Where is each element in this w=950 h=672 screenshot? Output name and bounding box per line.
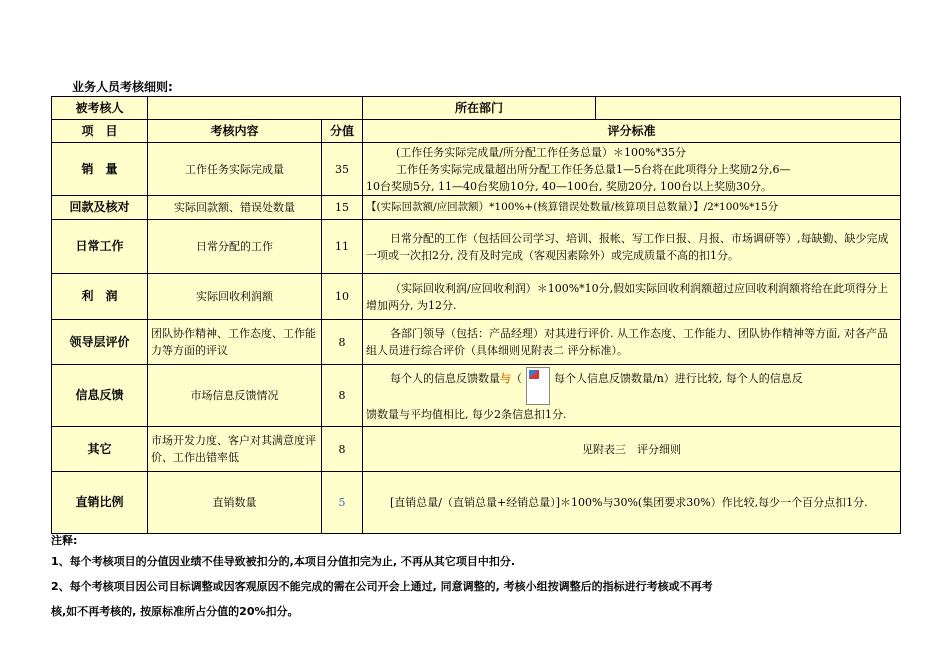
row-score: 11 (322, 220, 363, 274)
criteria-line (366, 367, 897, 405)
row-criteria: （实际回收利润/应回收利润）＊100%*10分,假如实际回收利润额超过应回收利润额将给在此项得分上增加两分, 为12分. (363, 274, 901, 320)
notes-label: 注释: (51, 534, 78, 547)
notes-section (51, 533, 911, 624)
page-title: 业务人员考核细则: (72, 80, 173, 94)
col-item: 项 目 (52, 120, 148, 143)
note-2a: 2、每个考核项目因公司目标调整或因客观原因不能完成的需在公司开会上通过, 同意调整的, 考核小组按调整后的指标进行考核或不再考 (51, 580, 713, 593)
row-criteria: 【(实际回款额/应回款额）*100%+(核算错误处数量/核算项目总数量）】/2*100%*15分 (363, 196, 901, 220)
row-criteria (363, 365, 901, 427)
criteria-line: 馈数量与平均值相比, 每少2条信息扣1分. (366, 407, 567, 421)
criteria-line: 工作任务实际完成量超出所分配工作任务总量1—5台将在此项得分上奖励2分,6— (396, 162, 791, 176)
table-row (52, 220, 901, 274)
row-item: 其它 (52, 427, 148, 472)
row-item: 回款及核对 (52, 196, 148, 220)
row-item: 领导层评价 (52, 320, 148, 365)
col-score: 分值 (322, 120, 363, 143)
broken-image-icon (526, 367, 550, 405)
row-score: 10 (322, 274, 363, 320)
assessment-table (51, 96, 901, 534)
row-item: 信息反馈 (52, 365, 148, 427)
row-criteria: [直销总量/（直销总量+经销总量）]＊100%与30%(集团要求30%）作比较,每少一个百分点扣1分. (363, 472, 901, 534)
row-item: 直销比例 (52, 472, 148, 534)
row-criteria: 日常分配的工作（包括回公司学习、培训、报帐、写工作日报、月报、市场调研等）,每缺勤、缺少完成一项或一次扣2分, 没有及时完成（客观因素除外）或完成质量不高的扣1分。 (363, 220, 901, 274)
table-row (52, 143, 901, 196)
criteria-line: (工作任务实际完成量/所分配工作任务总量）＊100%*35分 (396, 145, 686, 159)
row-content: 实际回收利润额 (148, 274, 322, 320)
row-content: 直销数量 (148, 472, 322, 534)
table-row (52, 472, 901, 534)
note-1: 1、每个考核项目的分值因业绩不佳导致被扣分的,本项目分值扣完为止, 不再从其它项目中扣分. (51, 555, 516, 568)
row-content: 市场开发力度、客户对其满意度评价、工作出错率低 (148, 427, 322, 472)
table-row (52, 320, 901, 365)
criteria-line: 10台奖励5分, 11—40台奖励10分, 40—100台, 奖励20分, 100台以上奖励30分。 (366, 179, 772, 193)
col-content: 考核内容 (148, 120, 322, 143)
criteria-text: 每个人的信息反馈数量 (390, 371, 500, 385)
row-item: 日常工作 (52, 220, 148, 274)
criteria-amp: 与 (500, 371, 511, 385)
row-score: 8 (322, 365, 363, 427)
row-content: 工作任务实际完成量 (148, 143, 322, 196)
row-criteria: 各部门领导（包括：产品经理）对其进行评价. 从工作态度、工作能力、团队协作精神等方面, 对各产品组人员进行综合评价（具体细则见附表二 评分标准）。 (363, 320, 901, 365)
row-score: 8 (322, 320, 363, 365)
row-content: 市场信息反馈情况 (148, 365, 322, 427)
dept-label: 所在部门 (363, 97, 596, 120)
row-score: 35 (322, 143, 363, 196)
row-item: 利 润 (52, 274, 148, 320)
criteria-text: 每个人信息反馈数量/n）进行比较, 每个人的信息反 (554, 371, 803, 385)
table-row (52, 196, 901, 220)
table-row (52, 365, 901, 427)
row-score: 8 (322, 427, 363, 472)
row-content: 日常分配的工作 (148, 220, 322, 274)
header-row (52, 120, 901, 143)
col-criteria: 评分标准 (363, 120, 901, 143)
examinee-value[interactable] (148, 97, 363, 120)
criteria-text: （ (511, 371, 522, 385)
examinee-label: 被考核人 (52, 97, 148, 120)
row-content: 实际回款额、错误处数量 (148, 196, 322, 220)
dept-value[interactable] (596, 97, 901, 120)
row-criteria: 见附表三 评分细则 (363, 427, 901, 472)
row-content: 团队协作精神、工作态度、工作能力等方面的评议 (148, 320, 322, 365)
examinee-row (52, 97, 901, 120)
table-row (52, 274, 901, 320)
row-score: 15 (322, 196, 363, 220)
row-item: 销 量 (52, 143, 148, 196)
table-row (52, 427, 901, 472)
row-criteria (363, 143, 901, 196)
note-2b: 核,如不再考核的, 按原标准所占分值的20%扣分。 (51, 605, 299, 618)
row-score: 5 (322, 472, 363, 534)
